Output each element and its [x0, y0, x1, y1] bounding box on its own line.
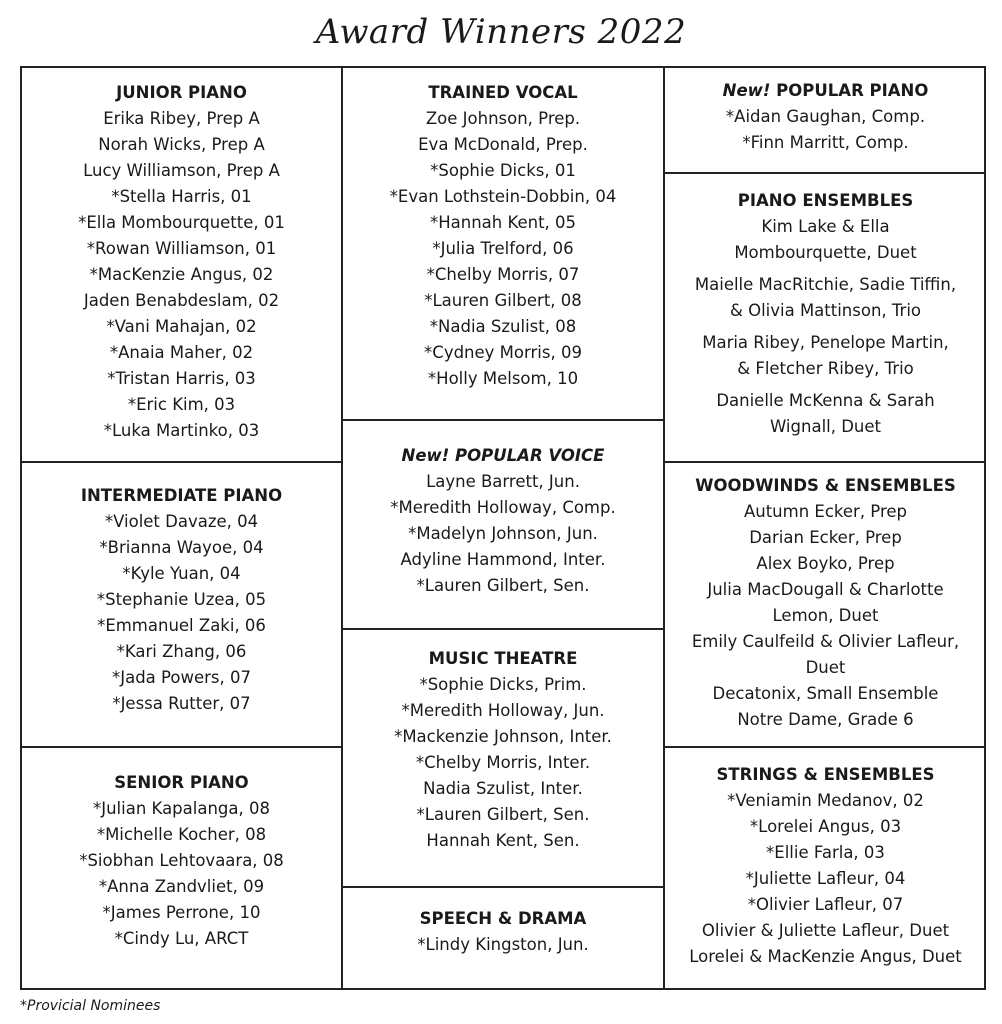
- winner-entry: *Lauren Gilbert, 08: [424, 291, 582, 310]
- winner-entry: *Anaia Maher, 02: [109, 343, 254, 362]
- winner-entry: *Veniamin Medanov, 02: [727, 791, 924, 810]
- winner-entry: *Kyle Yuan, 04: [122, 564, 241, 583]
- ensemble-entry: [665, 388, 986, 440]
- winner-entry: Emily Caulfeild & Olivier Lafleur,: [691, 632, 960, 651]
- winner-entry: *Cindy Lu, ARCT: [114, 929, 249, 948]
- ensemble-entry: [665, 330, 986, 382]
- popular-piano-section: [665, 68, 986, 174]
- winner-entry: *James Perrone, 10: [102, 903, 261, 922]
- winner-entry: *Lauren Gilbert, Sen.: [416, 805, 590, 824]
- winner-entry: *Luka Martinko, 03: [103, 421, 260, 440]
- winner-entry: *Meredith Holloway, Comp.: [390, 498, 616, 517]
- intermediate-piano-section: [22, 463, 343, 748]
- winner-entry: *Madelyn Johnson, Jun.: [408, 524, 598, 543]
- footnote: *Provicial Nominees: [20, 998, 161, 1014]
- ensemble-entry-line: Mombourquette, Duet: [734, 243, 917, 262]
- section-heading: SPEECH & DRAMA: [419, 909, 587, 928]
- winner-entry: Eva McDonald, Prep.: [418, 135, 588, 154]
- winner-entry: Lorelei & MacKenzie Angus, Duet: [689, 947, 962, 966]
- ensemble-entry: [665, 214, 986, 266]
- winner-entry: *Emmanuel Zaki, 06: [97, 616, 266, 635]
- ensemble-entry-line: Maria Ribey, Penelope Martin,: [702, 333, 949, 352]
- winner-entry: Norah Wicks, Prep A: [98, 135, 265, 154]
- woodwinds-section: [665, 463, 986, 748]
- winner-entry: Jaden Benabdeslam, 02: [83, 291, 280, 310]
- winner-entry: Decatonix, Small Ensemble: [712, 684, 939, 703]
- section-heading: WOODWINDS & ENSEMBLES: [695, 476, 956, 495]
- winner-entry: Adyline Hammond, Inter.: [400, 550, 606, 569]
- winner-entry: Erika Ribey, Prep A: [103, 109, 260, 128]
- section-heading: TRAINED VOCAL: [428, 83, 578, 102]
- winner-entry: *Holly Melsom, 10: [427, 369, 579, 388]
- winner-entry: *Stella Harris, 01: [111, 187, 252, 206]
- ensemble-entry-line: Danielle McKenna & Sarah: [716, 391, 935, 410]
- winner-entry: *Mackenzie Johnson, Inter.: [394, 727, 612, 746]
- winner-entry: *Sophie Dicks, Prim.: [419, 675, 587, 694]
- strings-section: [665, 748, 986, 990]
- winner-entry: *Julian Kapalanga, 08: [92, 799, 270, 818]
- winner-entry: *MacKenzie Angus, 02: [89, 265, 274, 284]
- winner-entry: *Kari Zhang, 06: [116, 642, 247, 661]
- section-heading: MUSIC THEATRE: [428, 649, 578, 668]
- ensemble-entry-line: Wignall, Duet: [769, 417, 882, 436]
- winner-entry: Olivier & Juliette Lafleur, Duet: [701, 921, 950, 940]
- winner-entry: *Violet Davaze, 04: [104, 512, 259, 531]
- winner-entry: *Lorelei Angus, 03: [749, 817, 902, 836]
- winner-entry: *Anna Zandvliet, 09: [98, 877, 265, 896]
- popular-voice-section: [343, 421, 665, 630]
- winner-entry: *Olivier Lafleur, 07: [747, 895, 904, 914]
- winner-entry: *Julia Trelford, 06: [432, 239, 574, 258]
- ensemble-entry-line: & Olivia Mattinson, Trio: [729, 301, 922, 320]
- ensemble-entry-line: Maielle MacRitchie, Sadie Tiffin,: [694, 275, 957, 294]
- section-heading: INTERMEDIATE PIANO: [80, 486, 283, 505]
- winner-entry: *Vani Mahajan, 02: [106, 317, 257, 336]
- winner-entry: *Lauren Gilbert, Sen.: [416, 576, 590, 595]
- section-heading: JUNIOR PIANO: [116, 83, 247, 102]
- winner-entry: Hannah Kent, Sen.: [426, 831, 580, 850]
- speech-drama-section: [343, 888, 665, 990]
- winner-entry: *Meredith Holloway, Jun.: [401, 701, 605, 720]
- winner-entry: *Lindy Kingston, Jun.: [417, 935, 589, 954]
- winner-entry: *Stephanie Uzea, 05: [96, 590, 267, 609]
- awards-table: [20, 66, 986, 990]
- piano-ensembles-section: [665, 174, 986, 463]
- winner-entry: *Hannah Kent, 05: [429, 213, 577, 232]
- winner-entry: Julia MacDougall & Charlotte: [707, 580, 944, 599]
- winner-entry: *Chelby Morris, 07: [426, 265, 580, 284]
- winner-entry: *Siobhan Lehtovaara, 08: [79, 851, 284, 870]
- winner-entry: *Ellie Farla, 03: [766, 843, 885, 862]
- winner-entry: *Cydney Morris, 09: [424, 343, 582, 362]
- winner-entry: *Rowan Williamson, 01: [86, 239, 277, 258]
- winner-entry: *Michelle Kocher, 08: [96, 825, 267, 844]
- winner-entry: *Chelby Morris, Inter.: [415, 753, 591, 772]
- winner-entry: Autumn Ecker, Prep: [743, 502, 908, 521]
- winner-entry: Nadia Szulist, Inter.: [423, 779, 583, 798]
- winner-entry: *Nadia Szulist, 08: [429, 317, 577, 336]
- ensemble-entry-line: Kim Lake & Ella: [761, 217, 890, 236]
- winner-entry: *Ella Mombourquette, 01: [78, 213, 285, 232]
- winner-entry: *Evan Lothstein-Dobbin, 04: [389, 187, 617, 206]
- section-heading: PIANO ENSEMBLES: [737, 191, 914, 210]
- senior-piano-section: [22, 748, 343, 990]
- winner-entry: *Finn Marritt, Comp.: [742, 133, 909, 152]
- winner-entry: *Jessa Rutter, 07: [112, 694, 251, 713]
- winner-entry: *Eric Kim, 03: [127, 395, 236, 414]
- winner-entry: *Aidan Gaughan, Comp.: [725, 107, 926, 126]
- winner-entry: *Jada Powers, 07: [111, 668, 252, 687]
- section-heading: New! POPULAR PIANO: [722, 81, 929, 100]
- ensemble-entry: [665, 272, 986, 324]
- section-heading: New! POPULAR VOICE: [401, 446, 605, 465]
- winner-entry: Lemon, Duet: [772, 606, 879, 625]
- section-heading: SENIOR PIANO: [114, 773, 249, 792]
- trained-vocal-section: [343, 68, 665, 421]
- music-theatre-section: [343, 630, 665, 888]
- winner-entry: Notre Dame, Grade 6: [737, 710, 914, 729]
- winner-entry: Lucy Williamson, Prep A: [83, 161, 280, 180]
- winner-entry: Layne Barrett, Jun.: [426, 472, 580, 491]
- junior-piano-section: [22, 68, 343, 463]
- winner-entry: *Sophie Dicks, 01: [430, 161, 576, 180]
- winner-entry: *Juliette Lafleur, 04: [745, 869, 906, 888]
- page-title: Award Winners 2022: [315, 12, 687, 52]
- section-heading: STRINGS & ENSEMBLES: [716, 765, 935, 784]
- winner-entry: Duet: [805, 658, 846, 677]
- winner-entry: Darian Ecker, Prep: [749, 528, 902, 547]
- ensemble-entry-line: & Fletcher Ribey, Trio: [737, 359, 914, 378]
- winner-entry: Alex Boyko, Prep: [756, 554, 895, 573]
- winner-entry: *Tristan Harris, 03: [107, 369, 256, 388]
- winner-entry: Zoe Johnson, Prep.: [425, 109, 581, 128]
- winner-entry: *Brianna Wayoe, 04: [99, 538, 264, 557]
